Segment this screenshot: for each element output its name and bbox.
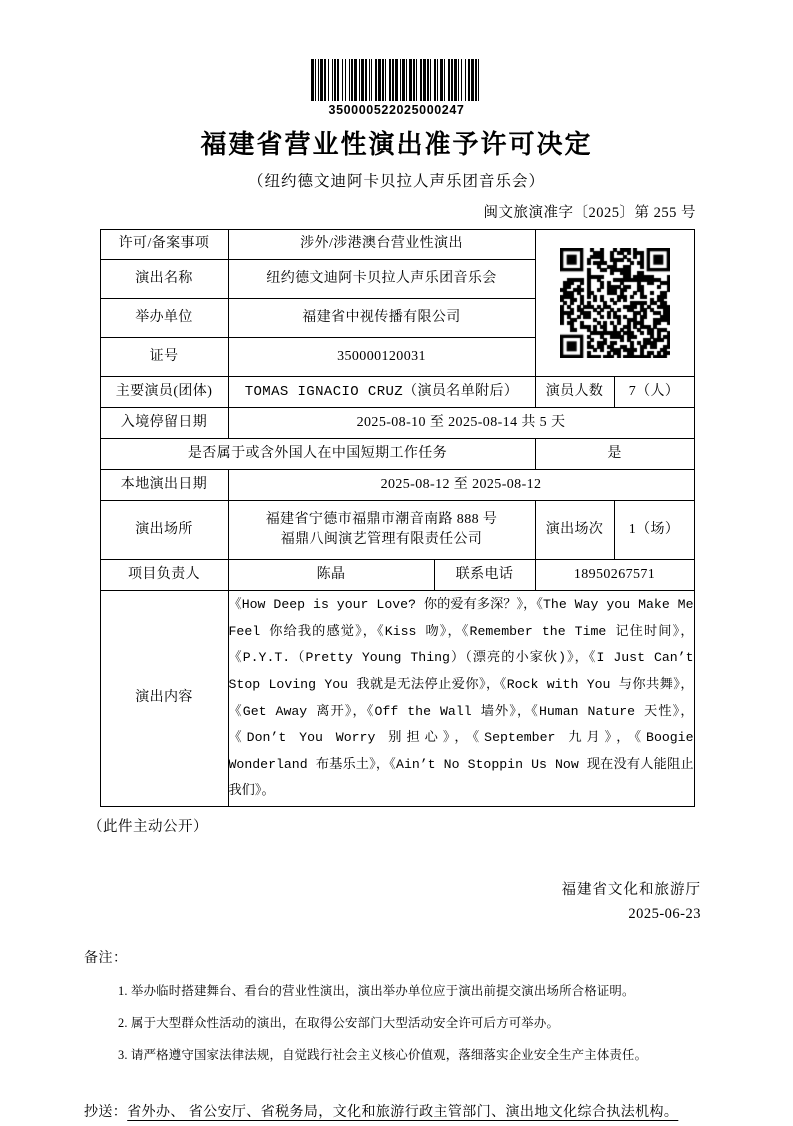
cell-entry-stay-value: 2025-08-10 至 2025-08-14 共 5 天	[228, 408, 694, 439]
cell-venue-value	[228, 501, 535, 560]
cell-cert-no-value: 350000120031	[228, 338, 535, 377]
cell-show-name-value: 纽约德文迪阿卡贝拉人声乐团音乐会	[228, 260, 535, 299]
cell-phone-value: 18950267571	[535, 560, 694, 591]
page-subtitle: （纽约德文迪阿卡贝拉人声乐团音乐会）	[247, 173, 545, 190]
cell-manager-value: 陈晶	[228, 560, 434, 591]
cell-cert-no-label: 证号	[100, 338, 228, 377]
cell-content-value	[228, 591, 694, 807]
cell-main-performer-label: 主要演员(团体)	[100, 377, 228, 408]
table-row	[100, 501, 694, 560]
cell-manager-label: 项目负责人	[100, 560, 228, 591]
public-disclosure-note: （此件主动公开）	[88, 819, 208, 835]
table-row	[100, 560, 694, 591]
issue-date: 2025-06-23	[628, 906, 701, 922]
cell-permit-item-value: 涉外/涉港澳台营业性演出	[228, 230, 535, 260]
cell-permit-item-label: 许可/备案事项	[100, 230, 228, 260]
page-title: 福建省营业性演出准予许可决定	[200, 130, 593, 160]
document-number: 闽文旅演准字〔2025〕第 255 号	[483, 205, 696, 221]
cell-show-name-label: 演出名称	[100, 260, 228, 299]
permit-table	[100, 229, 695, 807]
permit-table-wrapper	[100, 229, 694, 807]
cell-foreign-work-value: 是	[535, 439, 694, 470]
barcode-number: 350000522025000247	[328, 103, 465, 117]
cell-qr-code	[535, 230, 694, 377]
barcode-area	[0, 0, 793, 117]
cell-entry-stay-label: 入境停留日期	[100, 408, 228, 439]
cell-content-label: 演出内容	[100, 591, 228, 807]
cell-venue-label: 演出场所	[100, 501, 228, 560]
issuing-authority: 福建省文化和旅游厅	[561, 882, 701, 898]
remark-item: 1. 举办临时搭建舞台、看台的营业性演出，演出举办单位应于演出前提交演出场所合格证明。	[118, 984, 635, 998]
venue-line-2: 福鼎八闽演艺管理有限责任公司	[280, 532, 483, 547]
cell-phone-label: 联系电话	[434, 560, 535, 591]
cell-sessions-value: 1（场）	[614, 501, 694, 560]
cell-performer-count-label: 演员人数	[535, 377, 614, 408]
cc-label: 抄送：	[84, 1105, 128, 1120]
table-row	[100, 230, 694, 260]
cell-sessions-label: 演出场次	[535, 501, 614, 560]
remarks-title: 备注：	[84, 951, 128, 966]
table-row	[100, 470, 694, 501]
remark-item: 2. 属于大型群众性活动的演出，在取得公安部门大型活动安全许可后方可举办。	[118, 1016, 560, 1030]
cc-value: 省外办、 省公安厅、省税务局，文化和旅游行政主管部门、演出地文化综合执法机构。	[127, 1105, 679, 1120]
barcode-image	[311, 59, 482, 101]
cell-main-performer-value: TOMAS IGNACIO CRUZ（演员名单附后）	[228, 377, 535, 408]
cell-organizer-value: 福建省中视传播有限公司	[228, 299, 535, 338]
cell-organizer-label: 举办单位	[100, 299, 228, 338]
table-row	[100, 439, 694, 470]
qr-code-icon	[560, 248, 670, 358]
table-row	[100, 591, 694, 807]
cell-local-date-label: 本地演出日期	[100, 470, 228, 501]
venue-line-1: 福建省宁德市福鼎市潮音南路 888 号	[265, 511, 498, 527]
table-row	[100, 408, 694, 439]
performance-content-text: 《How Deep is your Love? 你的爱有多深？》，《The Way you Make Me Feel 你给我的感觉》，《Kiss 吻》，《Remember the Time 记住时间》，《P.Y.T.（Pretty Young Thing）（漂亮的小家伙)》，《I Just Can’t Stop Loving You 我就是无法停止爱你》，《Rock with You 与你共舞》，《Get Away 离开》，《Off the Wall 墙外》，《Human Nature 天性》，《Don’t You Worry 别担心》，《September 九月》，《Boogie Wonderland 布基乐土》，《Ain’t No Stoppin Us Now 现在没有人能阻止我们》。	[228, 596, 694, 799]
cell-foreign-work-label: 是否属于或含外国人在中国短期工作任务	[100, 439, 535, 470]
table-row	[100, 377, 694, 408]
cell-performer-count-value: 7（人）	[614, 377, 694, 408]
remark-item: 3. 请严格遵守国家法律法规，自觉践行社会主义核心价值观，落细落实企业安全生产主体责任。	[118, 1048, 648, 1062]
cell-local-date-value: 2025-08-12 至 2025-08-12	[228, 470, 694, 501]
